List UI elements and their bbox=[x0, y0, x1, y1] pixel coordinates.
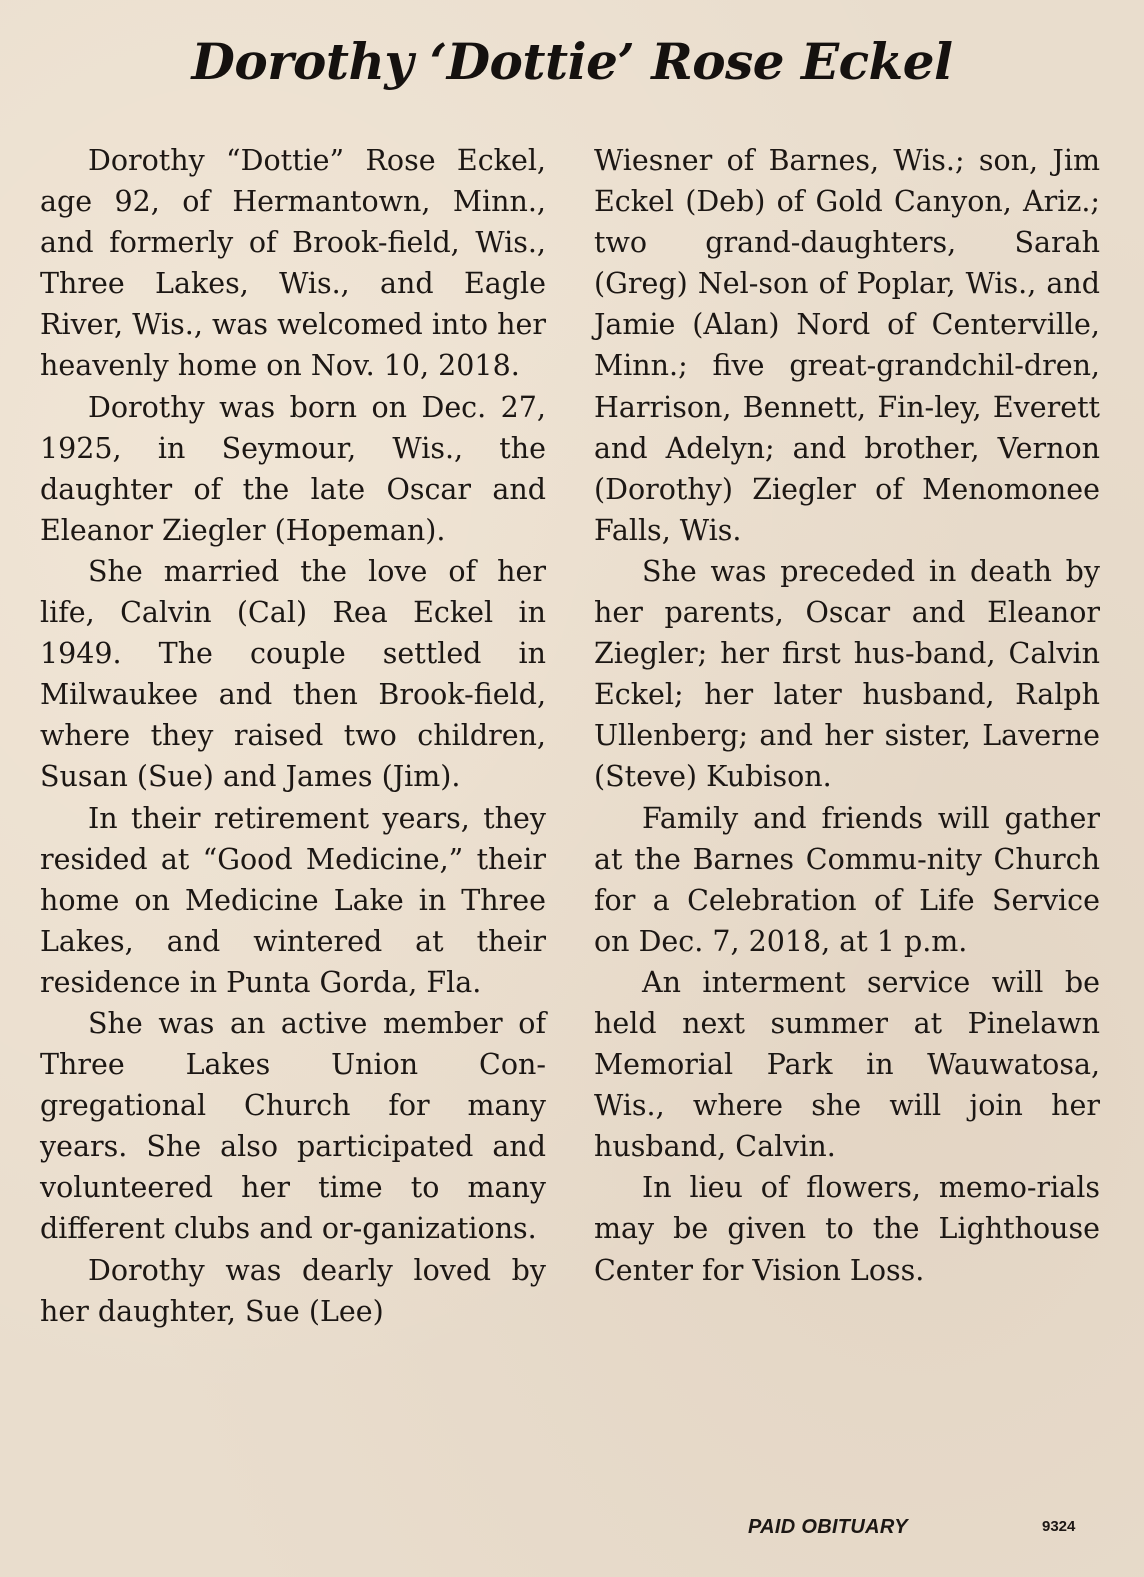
paragraph-preceded: She was preceded in death by her parents, Oscar and Eleanor Ziegler; her first hus-band, Calvin Eckel; her later husband, Ralph Ullenberg; and her sister, Laverne (Steve) Kubison. bbox=[594, 554, 1100, 794]
right-column bbox=[594, 140, 1100, 1291]
paragraph-memorials: In lieu of flowers, memo-rials may be given to the Lighthouse Center for Vision Loss. bbox=[594, 1171, 1100, 1287]
paragraph-interment: An interment service will be held next summer at Pinelawn Memorial Park in Wauwatosa, Wis., where she will join her husband, Calvin. bbox=[594, 965, 1100, 1164]
paragraph-birth: Dorothy was born on Dec. 27, 1925, in Seymour, Wis., the daughter of the late Oscar and Eleanor Ziegler (Hopeman). bbox=[40, 390, 546, 547]
paragraph-survivors-start: Dorothy was dearly loved by her daughter, Sue (Lee) bbox=[40, 1253, 546, 1328]
left-column bbox=[40, 140, 546, 1332]
obituary-title: Dorothy ‘Dottie’ Rose Eckel bbox=[191, 32, 953, 91]
paragraph-church: She was an active member of Three Lakes Union Con-gregational Church for many years. She also participated and volunteered her time to many different clubs and or-ganizations. bbox=[40, 1006, 546, 1246]
paragraph-intro: Dorothy “Dottie” Rose Eckel, age 92, of Hermantown, Minn., and formerly of Brook-field, Wis., Three Lakes, Wis., and Eagle River, Wis., was welcomed into her heavenly home on Nov. 10, 2018. bbox=[40, 144, 546, 383]
paragraph-celebration: Family and friends will gather at the Barnes Commu-nity Church for a Celebration of Life Service on Dec. 7, 2018, at 1 p.m. bbox=[594, 801, 1100, 958]
paragraph-retirement: In their retirement years, they resided at “Good Medicine,” their home on Medicine Lake in Three Lakes, and wintered at their residence in Punta Gorda, Fla. bbox=[40, 801, 546, 999]
paid-obituary-label: PAID OBITUARY bbox=[748, 1516, 908, 1538]
paragraph-marriage: She married the love of her life, Calvin (Cal) Rea Eckel in 1949. The couple settled in Milwaukee and then Brook-field, where they raised two children, Susan (Sue) and James (Jim). bbox=[40, 554, 546, 794]
paragraph-survivors-continued: Wiesner of Barnes, Wis.; son, Jim Eckel (Deb) of Gold Canyon, Ariz.; two grand-daughters, Sarah (Greg) Nel-son of Poplar, Wis., and Jamie (Alan) Nord of Centerville, Minn.; five great-grandchil-dren, Harrison, Bennett, Fin-ley, Everett and Adelyn; and brother, Vernon (Dorothy) Ziegler of Menomonee Falls, Wis. bbox=[594, 144, 1100, 547]
ad-code: 9324 bbox=[1042, 1518, 1076, 1535]
